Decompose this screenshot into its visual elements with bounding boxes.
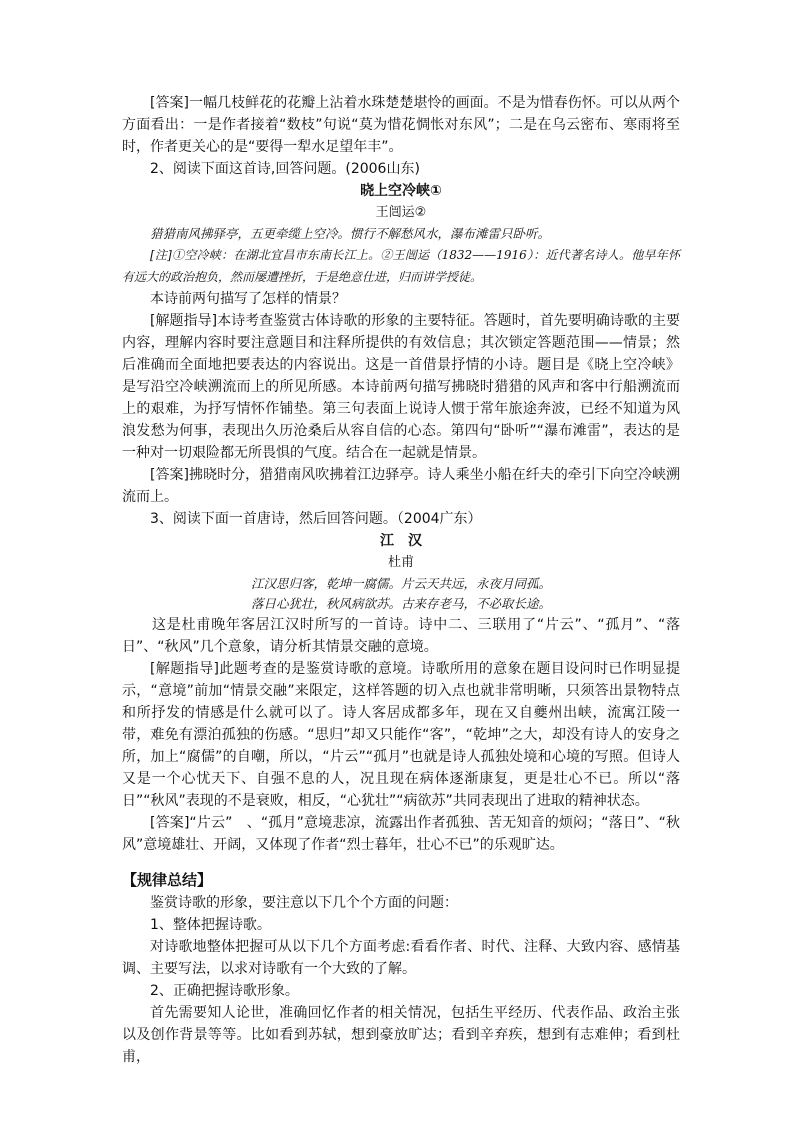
poem-note: [注]①空冷峡：在湖北宜昌市东南长江上。②王闿运（1832——1916）：近代著名诗人。他早年怀有远大的政治抱负，然而屡遭挫折，于是绝意仕进，归而讲学授徒。	[122, 248, 680, 284]
answer-paragraph: [答案]一幅几枝鲜花的花瓣上沾着水珠楚楚堪怜的画面。不是为惜春伤怀。可以从两个方面看出：一是作者接着“数枝”句说“莫为惜花惆怅对东风”；二是在乌云密布、寒雨将至时，作者更关心的是“要得一犁水足望年丰”。	[122, 95, 680, 155]
answer-paragraph: [答案]拂晓时分，猎猎南风吹拂着江边驿亭。诗人乘坐小船在纤夫的牵引下向空冷峡溯流而上。	[122, 467, 680, 505]
question-2: 2、阅读下面这首诗,回答问题。(2006山东)	[150, 161, 420, 177]
summary-paragraph: 对诗歌地整体把握可从以下几个方面考虑:看看作者、时代、注释、大致内容、感情基调、主要写法，以求对诗歌有一个大致的了解。	[122, 939, 680, 977]
poem-line: 猎猎南风拂驿亭，五更牵缆上空冷。惯行不解愁风水，瀑布滩雷只卧听。	[150, 226, 551, 241]
question-ask: 本诗前两句描写了怎样的情景？	[150, 291, 346, 307]
poem-title: 江 汉	[380, 533, 422, 549]
poem-line: 落日心犹壮，秋风病欲苏。古来存老马，不必取长途。	[250, 596, 551, 611]
poem-author: 王闿运②	[375, 205, 427, 220]
poem-author: 杜甫	[387, 555, 414, 570]
summary-intro: 鉴赏诗歌的形象，要注意以下几个个方面的问题：	[150, 895, 458, 911]
guide-paragraph: [解题指导]本诗考查鉴赏古体诗歌的形象的主要特征。答题时，首先要明确诗歌的主要内容，理解内容时要注意题目和注释所提供的有效信息；其次锁定答题范围——情景；然后准确而全面地把要表达的内容说出。这是一首借景抒情的小诗。题目是《晓上空冷峡》是写沿空冷峡溯流而上的所见所感。本诗前两句描写拂晓时猎猎的风声和客中行船溯流而上的艰难，为抒写情怀作铺垫。第三句表面上说诗人惯于常年旅途奔波，已经不知道为风浪发愁为何事，表现出久历沧桑后从容自信的心态。第四句“卧听”“瀑布滩雷”，表达的是一种对一切艰险都无所畏惧的气度。结合在一起就是情景。	[122, 313, 680, 461]
text-column	[122, 92, 680, 1068]
question-3: 3、阅读下面一首唐诗，然后回答问题。（2004广东）	[150, 511, 482, 527]
section-heading: 【规律总结】	[122, 871, 213, 889]
summary-paragraph: 首先需要知人论世，准确回忆作者的相关情况，包括生平经历、代表作品、政治主张以及创作背景等等。比如看到苏轼，想到豪放旷达；看到辛弃疾，想到有志难伸；看到杜甫，	[122, 1005, 680, 1065]
question-ask: 这是杜甫晚年客居江汉时所写的一首诗。诗中二、三联用了“片云”、“孤月”、“落日”、“秋风”几个意象，请分析其情景交融的意境。	[122, 617, 680, 655]
guide-paragraph: [解题指导]此题考查的是鉴赏诗歌的意境。诗歌所用的意象在题目设问时已作明显提示，“意境”前加“情景交融”来限定，这样答题的切入点也就非常明晰，只须答出景物特点和所抒发的情感是什么就可以了。诗人客居成都多年，现在又自夔州出峡，流寓江陵一带，难免有漂泊孤独的伤感。“思归”却又只能作“客”，“乾坤”之大，却没有诗人的安身之所，加上“腐儒”的自嘲，所以，“片云”“孤月”也就是诗人孤独处境和心境的写照。但诗人又是一个心忧天下、自强不息的人，况且现在病体逐渐康复，更是壮心不已。所以“落日”“秋风”表现的不是衰败，相反，“心犹壮”“病欲苏”共同表现出了进取的精神状态。	[122, 661, 680, 809]
answer-paragraph: [答案]“片云” 、“孤月”意境悲凉，流露出作者孤独、苦无知音的烦闷；“落日”、“秋风”意境雄壮、开阔，又体现了作者“烈士暮年，壮心不已”的乐观旷达。	[122, 815, 680, 853]
poem-title: 晓上空冷峡①	[360, 183, 442, 199]
summary-point: 2、正确把握诗歌形象。	[150, 983, 299, 999]
poem-line: 江汉思归客，乾坤一腐儒。片云天共远，永夜月同孤。	[250, 576, 551, 591]
summary-point: 1、整体把握诗歌。	[150, 917, 271, 933]
